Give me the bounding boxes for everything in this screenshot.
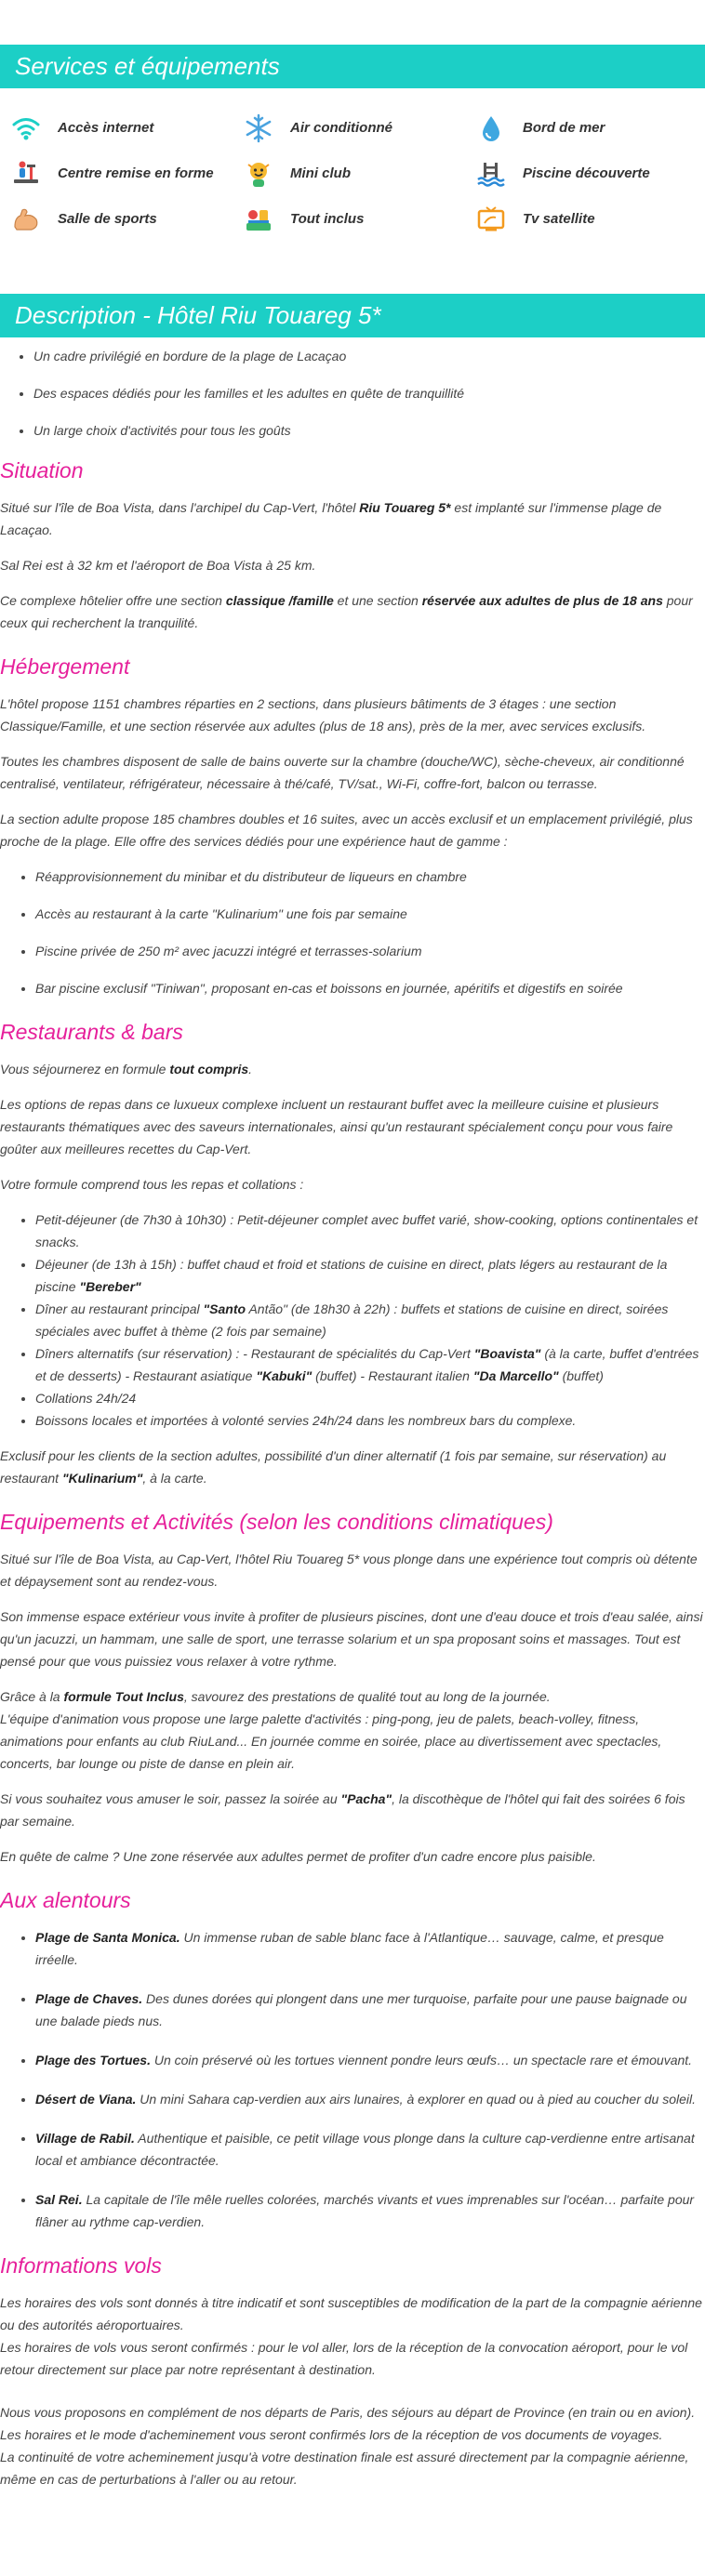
fitness-icon bbox=[9, 157, 43, 191]
equipements-paragraph: Grâce à la formule Tout Inclus, savourez des prestations de qualité tout au long de la journée. L'équipe d'animation vous propose une large palette d'activités : ping-pong, jeu de palets, beach-volley, fitness, animations pour enfants au club RiuLand... En journée comme en soirée, place au divertissement avec spectacles, concerts, bar lounge ou piste de danse en plein air. bbox=[0, 1689, 662, 1771]
restaurants-paragraph: Vous séjournerez en formule tout compris. bbox=[0, 1062, 253, 1077]
equipements-paragraph: En quête de calme ? Une zone réservée aux adultes permet de profiter d'un cadre encore plus paisible. bbox=[0, 1849, 596, 1864]
service-seaside bbox=[474, 105, 698, 151]
page bbox=[0, 45, 705, 2490]
list-item: • Plage de Santa Monica. Un immense ruban de sable blanc face à l'Atlantique… sauvage, calme, et presque irréelle. bbox=[35, 1926, 705, 1971]
equipements-paragraph: Son immense espace extérieur vous invite à profiter de plusieurs piscines, dont une d'eau douce et trois d'eau salée, ainsi qu'un jacuzzi, un hammam, une salle de sport, une terrasse solarium et un spa proposant soins et massages. Tout est pensé pour que vous puissiez vous relaxer à votre rythme. bbox=[0, 1609, 703, 1669]
list-item: • Plage des Tortues. Un coin préservé où les tortues viennent pondre leurs œufs… un spectacle rare et émouvant. bbox=[35, 2049, 705, 2071]
snowflake-icon bbox=[242, 112, 275, 145]
tv-icon bbox=[474, 203, 508, 236]
list-item: • Des espaces dédiés pour les familles et les adultes en quête de tranquillité bbox=[33, 384, 705, 403]
hebergement-paragraph: La section adulte propose 185 chambres doubles et 16 suites, avec un accès exclusif et un emplacement privilégié, plus proche de la plage. Elle offre des services dédiés pour une expérience haut de gamme : bbox=[0, 812, 693, 849]
service-label: Bord de mer bbox=[523, 120, 605, 136]
description-banner: Description - Hôtel Riu Touareg 5* bbox=[0, 294, 705, 337]
description-list bbox=[0, 347, 705, 440]
equipements-paragraph: Si vous souhaitez vous amuser le soir, passez la soirée au "Pacha", la discothèque de l'hôtel qui fait des soirées 6 fois par semaine. bbox=[0, 1791, 685, 1829]
situation-paragraph: Situé sur l'île de Boa Vista, dans l'archipel du Cap-Vert, l'hôtel Riu Touareg 5* est implanté sur l'immense plage de Lacaçao. bbox=[0, 500, 662, 537]
service-fitness-center bbox=[9, 151, 242, 196]
services-banner: Services et équipements bbox=[0, 45, 705, 88]
list-item: • Bar piscine exclusif "Tiniwan", proposant en-cas et boissons en journée, apéritifs et digestifs en soirée bbox=[35, 977, 705, 999]
service-mini-club bbox=[242, 151, 474, 196]
service-label: Air conditionné bbox=[290, 120, 392, 136]
vols-paragraph: Nous vous proposons en complément de nos départs de Paris, des séjours au départ de Province (en train ou en avion). Les horaires et le mode d'acheminement vous seront confirmés lors de la réception de vos documents de voyages. La continuité de votre acheminement jusqu'à votre destination finale est assuré directement par la compagnie aérienne, même en cas de perturbations à l'aller ou au retour. bbox=[0, 2405, 696, 2487]
kids-club-icon bbox=[242, 157, 275, 191]
all-inclusive-icon bbox=[242, 203, 275, 236]
list-item: • Dîner au restaurant principal "Santo Antão" (de 18h30 à 22h) : buffets et stations de cuisine en direct, soirées spéciales avec buffet à thème (2 fois par semaine) bbox=[35, 1298, 705, 1342]
service-label: Tv satellite bbox=[523, 211, 595, 227]
service-label: Tout inclus bbox=[290, 211, 365, 227]
service-internet bbox=[9, 105, 242, 151]
list-item: • Collations 24h/24 bbox=[35, 1387, 705, 1409]
situation-sections: Ce complexe hôtelier offre une section classique /famille et une section réservée aux adultes de plus de 18 ans pour ceux qui recherchent la tranquilité. bbox=[0, 593, 693, 630]
service-satellite-tv bbox=[474, 196, 698, 242]
list-item: • Village de Rabil. Authentique et paisible, ce petit village vous plonge dans la culture cap-verdienne entre artisanat local et ambiance décontractée. bbox=[35, 2127, 705, 2172]
situation-heading: Situation bbox=[0, 458, 84, 482]
water-drop-icon bbox=[474, 112, 508, 145]
muscle-icon bbox=[9, 203, 43, 236]
list-item: • Déjeuner (de 13h à 15h) : buffet chaud et froid et stations de cuisine en direct, plats légers au restaurant de la piscine "Bereber" bbox=[35, 1253, 705, 1298]
service-label: Mini club bbox=[290, 165, 351, 181]
service-label: Piscine découverte bbox=[523, 165, 650, 181]
list-item: • Désert de Viana. Un mini Sahara cap-verdien aux airs lunaires, à explorer en quad ou à pied au coucher du soleil. bbox=[35, 2088, 705, 2110]
hebergement-paragraph: L'hôtel propose 1151 chambres réparties en 2 sections, dans plusieurs bâtiments de 3 étages : une section Classique/Famille, et une section réservée aux adultes (plus de 18 ans), près de la mer, avec services exclusifs. bbox=[0, 696, 646, 733]
alentours-list bbox=[0, 1926, 705, 2233]
list-item: • Sal Rei. La capitale de l'île mêle ruelles colorées, marchés vivants et vues imprenables sur l'océan… parfaite pour flâner au rythme cap-verdien. bbox=[35, 2188, 705, 2233]
wifi-icon bbox=[9, 112, 43, 145]
list-item: • Petit-déjeuner (de 7h30 à 10h30) : Petit-déjeuner complet avec buffet varié, show-cooking, options continentales et snacks. bbox=[35, 1209, 705, 1253]
situation-distance: Sal Rei est à 32 km et l'aéroport de Boa Vista à 25 km. bbox=[0, 558, 316, 573]
services-grid bbox=[0, 88, 705, 242]
service-outdoor-pool bbox=[474, 151, 698, 196]
list-item: • Boissons locales et importées à volonté servies 24h/24 dans les nombreux bars du complexe. bbox=[35, 1409, 705, 1432]
list-item: • Dîners alternatifs (sur réservation) : - Restaurant de spécialités du Cap-Vert "Boavista" (à la carte, buffet d'entrées et de desserts) - Restaurant asiatique "Kabuki" (buffet) - Restaurant italien "Da Marcello" (buffet) bbox=[35, 1342, 705, 1387]
hebergement-heading: Hébergement bbox=[0, 654, 130, 679]
restaurants-list bbox=[0, 1209, 705, 1432]
service-gym bbox=[9, 196, 242, 242]
equipements-heading: Equipements et Activités (selon les conditions climatiques) bbox=[0, 1510, 553, 1534]
restaurants-paragraph: Les options de repas dans ce luxueux complexe incluent un restaurant buffet avec la meilleure cuisine et plusieurs restaurants thématiques avec des saveurs internationales, ainsi qu'un restaurant spécialement conçu pour vous faire goûter aux meilleures recettes du Cap-Vert. bbox=[0, 1097, 673, 1156]
equipements-paragraph: Situé sur l'île de Boa Vista, au Cap-Vert, l'hôtel Riu Touareg 5* vous plonge dans une expérience tout compris où détente et dépaysement sont au rendez-vous. bbox=[0, 1552, 698, 1589]
list-item: • Accès au restaurant à la carte "Kulinarium" une fois par semaine bbox=[35, 903, 705, 925]
restaurants-paragraph: Exclusif pour les clients de la section adultes, possibilité d'un diner alternatif (1 fois par semaine, sur réservation) au restaurant "Kulinarium", à la carte. bbox=[0, 1448, 667, 1486]
restaurants-paragraph: Votre formule comprend tous les repas et collations : bbox=[0, 1177, 304, 1192]
hebergement-paragraph: Toutes les chambres disposent de salle de bains ouverte sur la chambre (douche/WC), sèche-cheveux, air conditionné centralisé, ventilateur, réfrigérateur, nécessaire à thé/café, TV/sat., Wi-Fi, coffre-fort, balcon ou terrasse. bbox=[0, 754, 685, 791]
alentours-heading: Aux alentours bbox=[0, 1888, 131, 1912]
service-label: Salle de sports bbox=[58, 211, 157, 227]
vols-heading: Informations vols bbox=[0, 2253, 162, 2278]
vols-paragraph: Les horaires des vols sont donnés à titre indicatif et sont susceptibles de modification de la part de la compagnie aérienne ou des autorités aéroportuaires. Les horaires de vols vous seront confirmés : pour le vol aller, lors de la réception de la convocation aéroport, pour le vol retour directement sur place par notre représentant à destination. bbox=[0, 2295, 702, 2377]
list-item: • Piscine privée de 250 m² avec jacuzzi intégré et terrasses-solarium bbox=[35, 940, 705, 962]
restaurants-heading: Restaurants & bars bbox=[0, 1020, 183, 1044]
service-label: Centre remise en forme bbox=[58, 165, 214, 181]
service-all-inclusive bbox=[242, 196, 474, 242]
list-item: • Un large choix d'activités pour tous les goûts bbox=[33, 421, 705, 440]
service-label: Accès internet bbox=[58, 120, 154, 136]
list-item: • Un cadre privilégié en bordure de la plage de Lacaçao bbox=[33, 347, 705, 365]
service-air-conditioning bbox=[242, 105, 474, 151]
pool-icon bbox=[474, 157, 508, 191]
hebergement-list bbox=[0, 865, 705, 999]
list-item: • Réapprovisionnement du minibar et du distributeur de liqueurs en chambre bbox=[35, 865, 705, 888]
list-item: • Plage de Chaves. Des dunes dorées qui plongent dans une mer turquoise, parfaite pour une pause baignade ou une balade pieds nus. bbox=[35, 1988, 705, 2032]
